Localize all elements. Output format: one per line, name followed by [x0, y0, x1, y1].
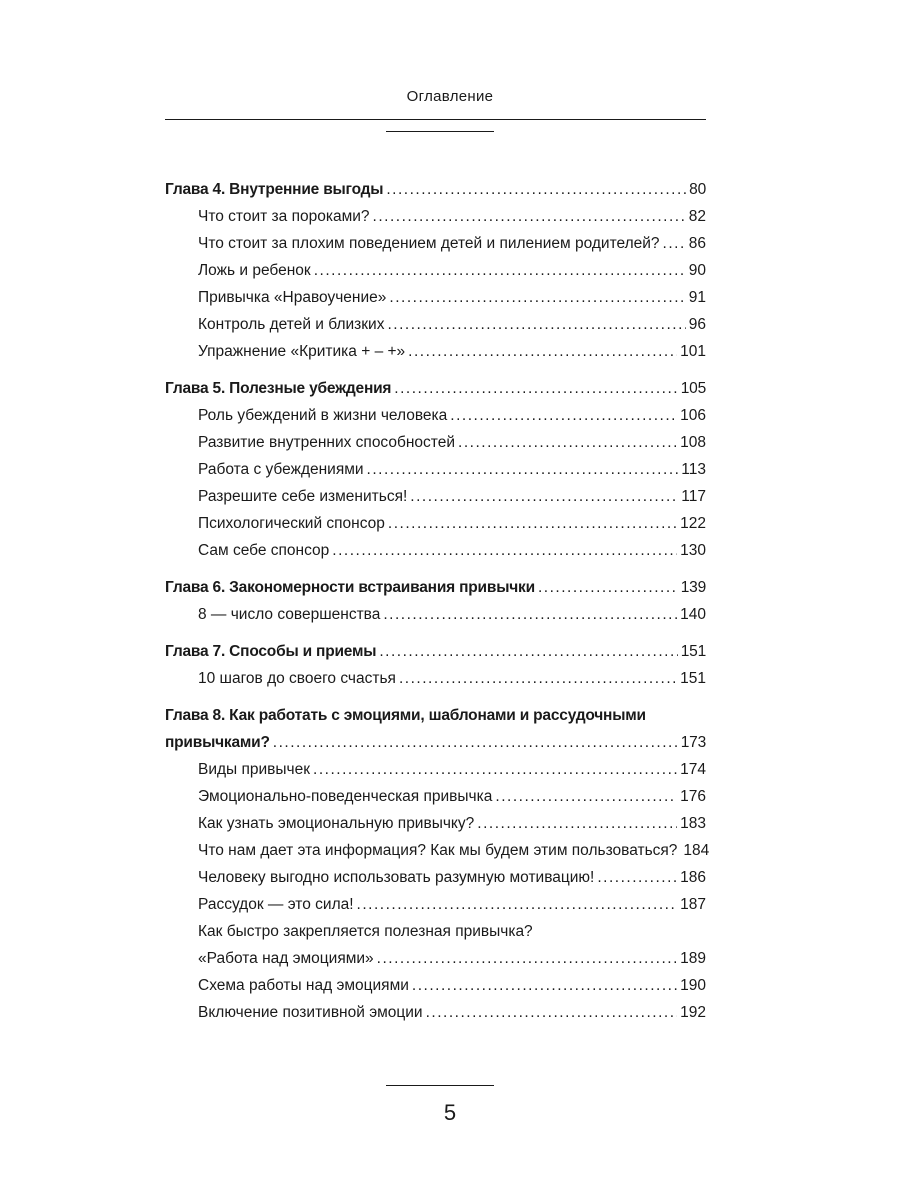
- section-title: 8 — число совершенства: [198, 606, 381, 623]
- chapter-title-line2: привычками?: [165, 734, 270, 751]
- section-title: Эмоционально-поведенческая привычка: [198, 788, 493, 805]
- chapter-page-number: 173: [680, 734, 706, 751]
- dot-leader: [377, 945, 677, 972]
- section-page-number: 183: [680, 815, 706, 832]
- section-title: Ложь и ребенок: [198, 262, 311, 279]
- toc-section-entry[interactable]: [165, 284, 706, 311]
- toc-section-entry[interactable]: [165, 945, 706, 972]
- toc-chapter-6: [165, 574, 706, 628]
- toc-chapter-5: [165, 375, 706, 564]
- page-number: 5: [443, 1100, 457, 1125]
- dot-leader: [387, 311, 685, 338]
- section-title: Схема работы над эмоциями: [198, 977, 409, 994]
- section-page-number: 151: [680, 670, 706, 687]
- toc-section-entry[interactable]: [165, 864, 706, 891]
- dot-leader: [450, 402, 677, 429]
- section-page-number: 101: [680, 343, 706, 360]
- chapter-title: Глава 5. Полезные убеждения: [165, 380, 392, 397]
- dot-leader: [412, 972, 677, 999]
- toc-section-entry[interactable]: [165, 756, 706, 783]
- section-page-number: 189: [680, 950, 706, 967]
- section-title: Привычка «Нравоучение»: [198, 289, 387, 306]
- toc-section-entry[interactable]: [165, 230, 706, 257]
- toc-section-entry[interactable]: [165, 429, 706, 456]
- toc-section-entry-line1[interactable]: [165, 918, 706, 945]
- section-title: Контроль детей и близких: [198, 316, 385, 333]
- section-page-number: 86: [688, 235, 706, 252]
- chapter-title: Глава 4. Внутренние выгоды: [165, 181, 384, 198]
- table-of-contents: [165, 176, 710, 1036]
- section-title: Разрешите себе измениться!: [198, 488, 408, 505]
- section-page-number: 82: [688, 208, 706, 225]
- dot-leader: [332, 537, 677, 564]
- dot-leader: [314, 257, 686, 284]
- chapter-page-number: 139: [680, 579, 706, 596]
- dot-leader: [389, 284, 685, 311]
- toc-section-entry[interactable]: [165, 810, 706, 837]
- toc-section-entry[interactable]: [165, 601, 706, 628]
- footer-short-rule: [386, 1085, 494, 1086]
- dot-leader: [373, 203, 686, 230]
- toc-chapter-4: [165, 176, 706, 365]
- toc-chapter-8: [165, 702, 710, 1026]
- toc-section-entry[interactable]: [165, 665, 706, 692]
- toc-section-entry[interactable]: [165, 456, 706, 483]
- section-title: Как узнать эмоциональную привычку?: [198, 815, 475, 832]
- toc-section-entry[interactable]: [165, 837, 710, 864]
- chapter-title: Глава 7. Способы и приемы: [165, 643, 377, 660]
- dot-leader: [477, 810, 677, 837]
- dot-leader: [538, 574, 678, 601]
- section-title: 10 шагов до своего счастья: [198, 670, 396, 687]
- section-page-number: 176: [680, 788, 706, 805]
- toc-section-entry[interactable]: [165, 510, 706, 537]
- section-page-number: 117: [681, 488, 706, 505]
- section-title: Работа с убеждениями: [198, 461, 364, 478]
- chapter-title-line1: Глава 8. Как работать с эмоциями, шаблонами и рассудочными: [165, 707, 646, 724]
- toc-chapter-entry[interactable]: [165, 638, 706, 665]
- toc-section-entry[interactable]: [165, 999, 706, 1026]
- section-title-line2: «Работа над эмоциями»: [198, 950, 374, 967]
- section-title: Что стоит за плохим поведением детей и пилением родителей?: [198, 235, 660, 252]
- section-title-line1: Как быстро закрепляется полезная привычка?: [198, 923, 533, 940]
- section-title: Психологический спонсор: [198, 515, 385, 532]
- toc-chapter-entry-line1[interactable]: [165, 702, 706, 729]
- toc-chapter-entry[interactable]: [165, 729, 706, 756]
- dot-leader: [399, 665, 677, 692]
- section-page-number: 190: [680, 977, 706, 994]
- section-page-number: 174: [680, 761, 706, 778]
- toc-section-entry[interactable]: [165, 311, 706, 338]
- section-page-number: 184: [683, 842, 710, 859]
- dot-leader: [386, 176, 686, 203]
- section-title: Виды привычек: [198, 761, 311, 778]
- dot-leader: [383, 601, 677, 628]
- chapter-title: Глава 6. Закономерности встраивания привычки: [165, 579, 535, 596]
- section-title: Что стоит за пороками?: [198, 208, 370, 225]
- section-title: Упражнение «Критика + – +»: [198, 343, 406, 360]
- toc-section-entry[interactable]: [165, 402, 706, 429]
- dot-leader: [458, 429, 677, 456]
- section-page-number: 140: [680, 606, 706, 623]
- toc-chapter-entry[interactable]: [165, 375, 706, 402]
- toc-section-entry[interactable]: [165, 537, 706, 564]
- section-title: Что нам дает эта информация? Как мы будем этим пользоваться?: [198, 842, 678, 859]
- section-page-number: 130: [680, 542, 706, 559]
- toc-section-entry[interactable]: [165, 783, 706, 810]
- dot-leader: [663, 230, 686, 257]
- dot-leader: [495, 783, 677, 810]
- toc-chapter-entry[interactable]: [165, 176, 706, 203]
- section-page-number: 108: [680, 434, 706, 451]
- dot-leader: [379, 638, 677, 665]
- dot-leader: [367, 456, 679, 483]
- dot-leader: [394, 375, 677, 402]
- toc-section-entry[interactable]: [165, 257, 706, 284]
- toc-chapter-entry[interactable]: [165, 574, 706, 601]
- running-title: Оглавление: [406, 88, 494, 105]
- section-page-number: 90: [688, 262, 706, 279]
- section-page-number: 96: [688, 316, 706, 333]
- section-page-number: 192: [680, 1004, 706, 1021]
- section-title: Сам себе спонсор: [198, 542, 330, 559]
- section-title: Роль убеждений в жизни человека: [198, 407, 448, 424]
- toc-section-entry[interactable]: [165, 203, 706, 230]
- header-rule: [165, 119, 706, 120]
- dot-leader: [410, 483, 678, 510]
- toc-section-entry[interactable]: [165, 338, 706, 365]
- section-page-number: 122: [680, 515, 706, 532]
- dot-leader: [597, 864, 677, 891]
- section-page-number: 106: [680, 407, 706, 424]
- dot-leader: [357, 891, 678, 918]
- section-title: Рассудок — это сила!: [198, 896, 354, 913]
- toc-section-entry[interactable]: [165, 972, 706, 999]
- chapter-page-number: 105: [680, 380, 706, 397]
- section-title: Развитие внутренних способностей: [198, 434, 455, 451]
- section-page-number: 186: [680, 869, 706, 886]
- chapter-page-number: 80: [689, 181, 706, 198]
- dot-leader: [388, 510, 677, 537]
- dot-leader: [313, 756, 677, 783]
- chapter-page-number: 151: [680, 643, 706, 660]
- section-title: Включение позитивной эмоции: [198, 1004, 423, 1021]
- dot-leader: [273, 729, 678, 756]
- dot-leader: [408, 338, 677, 365]
- toc-section-entry[interactable]: [165, 891, 706, 918]
- toc-chapter-7: [165, 638, 706, 692]
- header-short-rule: [386, 131, 494, 132]
- section-title: Человеку выгодно использовать разумную мотивацию!: [198, 869, 595, 886]
- toc-section-entry[interactable]: [165, 483, 706, 510]
- dot-leader: [426, 999, 678, 1026]
- section-page-number: 113: [681, 461, 706, 478]
- section-page-number: 91: [688, 289, 706, 306]
- section-page-number: 187: [680, 896, 706, 913]
